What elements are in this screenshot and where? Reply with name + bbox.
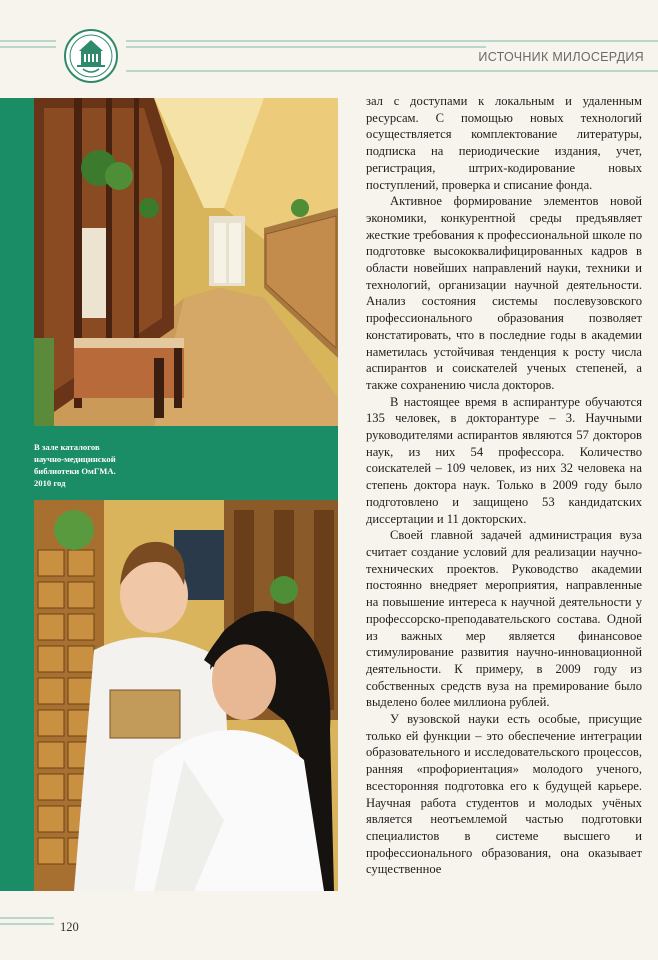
academy-building-emblem-icon (64, 29, 118, 83)
journal-title: ИСТОЧНИК МИЛОСЕРДИЯ (478, 50, 644, 64)
header-rule (0, 40, 56, 42)
caption-line: В зале каталогов (34, 442, 100, 452)
footer-rules (0, 917, 54, 929)
footer-rule (0, 923, 54, 925)
article-paragraph: У вузовской науки есть особые, присущие только ей функции – это обеспечение интеграции образовательного и исследовательского процессов, ранняя «профориентация» молодого ученого, всесторонняя подготовка его к будущей карьере. Научная работа студентов и молодых учёных является неотъемлемой частью подготовки специалистов в системе высшего и профессионального образования, она оказывает существенное (366, 712, 642, 877)
article-paragraph: Своей главной задачей администрация вуза считает создание условий для реализации научно-технических проектов. Руководство академии постоянно внедряет мероприятия, направленные на повышение интереса к научной деятельности у профессорско-преподавательского состава. Одной из важных мер является финансовое стимулирование развития научно-инновационной деятельности. К примеру, в 2009 году из собственных средств вуза на премирование было выделено более миллиона рублей. (366, 528, 642, 710)
header-rule (0, 46, 56, 48)
photo-panel (34, 98, 338, 891)
article-paragraph: Активное формирование элементов новой экономики, конкурентной среды предъявляет жесткие требования к профессиональной школе по подготовке высококвалифицированных кадров в области новейших направлений науки, техники и технологий, организации научной деятельности. Анализ состояния системы послевузовского профессионального образования позволяет констатировать, что в последние годы в академии наметилась устойчивая тенденция к росту числа аспирантов и соискателей ученых степеней, а также сохранению числа докторов. (366, 194, 642, 392)
page-header (0, 0, 658, 98)
students-at-card-catalogue-photo (34, 500, 338, 891)
caption-line: библиотеки ОмГМА. (34, 466, 116, 476)
header-rule (126, 40, 658, 42)
article-body (366, 93, 642, 878)
article-paragraph: зал с доступами к локальным и удаленным ресурсам. С помощью новых технологий осуществляется комплектование литературы, подписка на периодические издания, учет, регистрация, штрих-кодирование новых поступлений, проверка и списание фонда. (366, 94, 642, 192)
library-catalogue-hall-photo (34, 98, 338, 426)
photo-caption (34, 441, 162, 489)
article-paragraph: В настоящее время в аспирантуре обучаются 135 человек, в докторантуре – 3. Научными руководителями аспирантов являются 57 докторов наук, из них 54 профессора. Количество соискателей – 109 человек, из них 32 человека на степень доктора наук. Только в 2009 году было подготовлено и защищено 53 кандидатских диссертации и 11 докторских. (366, 394, 642, 526)
header-rule (126, 46, 486, 48)
caption-line: 2010 год (34, 478, 66, 488)
page-number: 120 (60, 920, 79, 934)
decorative-side-band (0, 98, 34, 891)
footer-rule (0, 917, 54, 919)
header-rule (126, 70, 658, 72)
caption-line: научно-медицинской (34, 454, 116, 464)
